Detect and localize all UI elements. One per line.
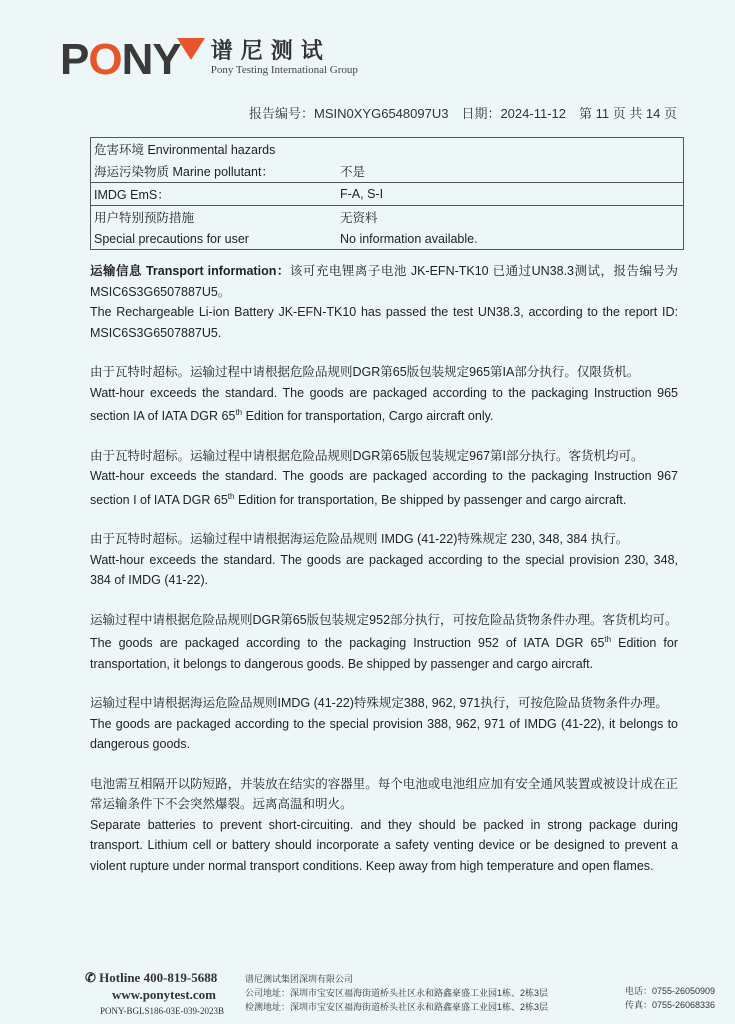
hotline: ✆ Hotline 400-819-5688 (85, 970, 218, 985)
paragraph: 由于瓦特时超标。运输过程中请根据危险品规则DGR第65版包装规定967第I部分执行。客货机均可。 Watt-hour exceeds the standard. The goods are packaged according to the packaging Instruction 967 section I of IATA DGR 65th Edition for transportation, Be shipped by passenger and cargo aircraft. (90, 448, 678, 507)
pony-logo: PONY 谱尼测试 Pony Testing International Group (60, 35, 358, 84)
website-link[interactable]: www.ponytest.com (112, 987, 216, 1002)
report-line: 报告编号：MSIN0XYG6548097U3 日期：2024-11-12 第 11 页 共 14 页 (249, 106, 677, 121)
fax-number: 传真：0755-26068336 (625, 1000, 716, 1010)
brand-en: Pony Testing International Group (210, 64, 358, 76)
paragraph: 由于瓦特时超标。运输过程中请根据危险品规则DGR第65版包装规定965第IA部分执行。仅限货机。 Watt-hour exceeds the standard. The goods are packaged according to the packaging Instruction 965 section IA of IATA DGR 65th Edition for transportation, Cargo aircraft only. (90, 365, 678, 424)
logo-triangle-icon (177, 38, 205, 60)
row-value: No information available. (340, 231, 478, 246)
paragraph: 运输过程中请根据海运危险品规则IMDG (41-22)特殊规定388, 962, 971执行，可按危险品货物条件办理。 The goods are packaged according to the special provision 388, 962, 971 of IMDG (41-22), it belongs to dangerous goods. (90, 696, 678, 752)
lab-address: 检测地址：深圳市宝安区福海街道桥头社区永和路鑫豪盛工业园1栋、2栋3层 (245, 1002, 549, 1012)
table-title: 危害环境 Environmental hazards (94, 143, 276, 157)
phone-icon: ✆ (85, 970, 100, 985)
paragraph: 由于瓦特时超标。运输过程中请根据海运危险品规则 IMDG (41-22)特殊规定 230, 348, 384 执行。 Watt-hour exceeds the standard. The goods are packaged according to the special provision 230, 348, 384 of IMDG (41-22). (90, 532, 678, 588)
office-address: 公司地址：深圳市宝安区福海街道桥头社区永和路鑫豪盛工业园1栋、2栋3层 (245, 988, 549, 998)
row-label: IMDG EmS： (91, 183, 338, 206)
brand-cn: 谱尼测试 (210, 38, 331, 63)
row-label: 用户特别预防措施 (91, 206, 338, 229)
row-value: 不是 (340, 165, 366, 179)
paragraph: 电池需互相隔开以防短路，并装放在结实的容器里。每个电池或电池组应加有安全通风装置或被设计成在正常运输条件下不会突然爆裂。远离高温和明火。 Separate batteries to prevent short-circuiting. and they should be packed in strong package during transport. Lithium cell or battery should incorporate a safety venting device or be designed to prevent a violent rupture under normal transport conditions. Keep away from high temperature and open flames. (90, 776, 678, 873)
row-value: 无资料 (337, 206, 684, 229)
paragraph: 运输过程中请根据危险品规则DGR第65版包装规定952部分执行，可按危险品货物条件办理。客货机均可。 The goods are packaged according to the packaging Instruction 952 of IATA DGR 65th Edition for transportation, it belongs to dangerous goods. Be shipped by passenger and cargo aircraft. (90, 612, 678, 671)
hazards-table (90, 137, 684, 250)
paragraph: 运输信息 Transport information：该可充电锂离子电池 JK-EFN-TK10 已通过UN38.3测试，报告编号为MSIC6S3G6507887U5。 The Rechargeable Li-ion Battery JK-EFN-TK10 has passed the test UN38.3, according to the report ID: MSIC6S3G6507887U5. (90, 264, 679, 340)
company-name: 谱尼测试集团深圳有限公司 (245, 974, 354, 984)
row-label: 海运污染物质 Marine pollutant： (94, 165, 274, 179)
row-label: Special precautions for user (94, 231, 249, 246)
transport-body (90, 261, 678, 895)
form-code: PONY-BGLS186-03E-039-2023B (100, 1006, 225, 1016)
row-value: F-A, S-I (337, 183, 684, 206)
phone-number: 电话：0755-26050909 (625, 986, 716, 996)
